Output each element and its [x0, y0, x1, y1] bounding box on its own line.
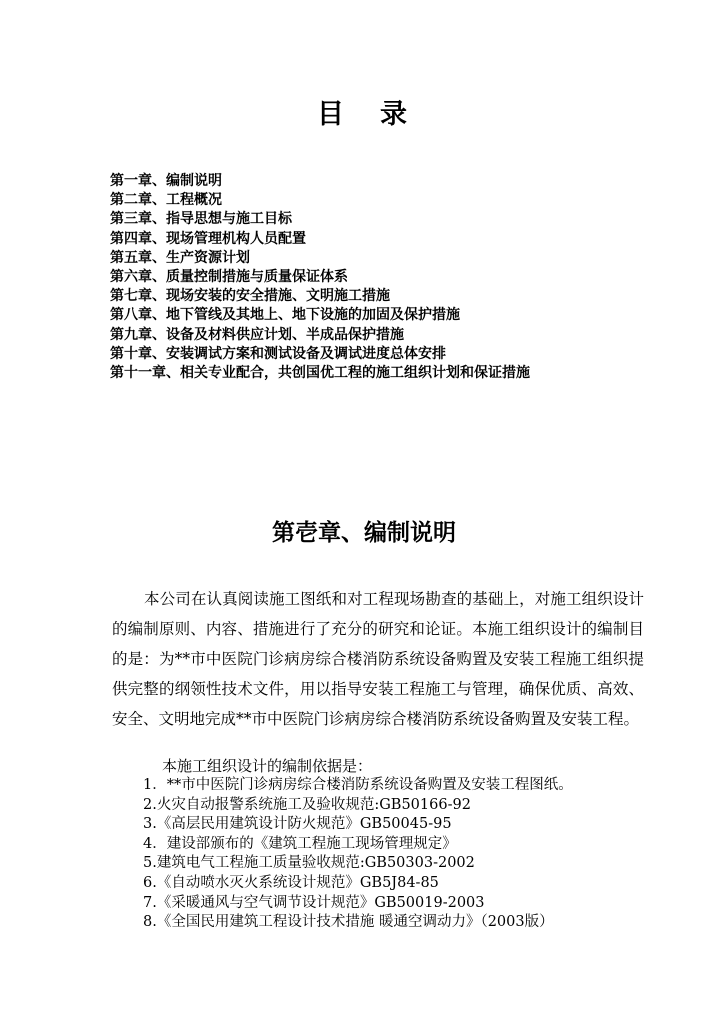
toc-item-chapter-10: 第十章、安装调试方案和测试设备及调试进度总体安排	[110, 345, 446, 362]
basis-item-2: 2.火灾自动报警系统施工及验收规范:GB50166-92	[143, 796, 471, 813]
toc-title	[0, 95, 724, 135]
toc-list	[110, 172, 530, 383]
toc-item-chapter-8: 第八章、地下管线及其地上、地下设施的加固及保护措施	[110, 307, 460, 324]
toc-item-chapter-1: 第一章、编制说明	[110, 173, 222, 189]
basis-item-7: 7.《采暖通风与空气调节设计规范》GB50019-2003	[143, 894, 485, 911]
basis-intro: 本施工组织设计的编制依据是：	[162, 757, 373, 775]
toc-item-chapter-6: 第六章、质量控制措施与质量保证体系	[110, 269, 348, 286]
basis-item-1: 1．**市中医院门诊病房综合楼消防系统设备购置及安装工程图纸。	[143, 777, 573, 793]
chapter-1-title: 第壱章、编制说明	[272, 520, 456, 546]
toc-item-chapter-4: 第四章、现场管理机构人员配置	[110, 230, 306, 247]
basis-item-6: 6.《自动喷水灭火系统设计规范》GB5J84-85	[143, 874, 439, 891]
toc-title-part2: 录	[380, 99, 407, 130]
basis-item-5: 5.建筑电气工程施工质量验收规范:GB50303-2002	[143, 855, 475, 872]
basis-list	[143, 776, 573, 933]
toc-title-part1: 目	[317, 99, 344, 130]
basis-item-4: 4．建设部颁布的《建筑工程施工现场管理规定》	[143, 835, 457, 852]
toc-item-chapter-7: 第七章、现场安装的安全措施、文明施工措施	[110, 288, 390, 305]
toc-item-chapter-5: 第五章、生产资源计划	[110, 249, 250, 266]
toc-item-chapter-2: 第二章、工程概况	[110, 192, 222, 209]
toc-item-chapter-11: 第十一章、相关专业配合，共创国优工程的施工组织计划和保证措施	[110, 365, 530, 382]
chapter-1-paragraph: 本公司在认真阅读施工图纸和对工程现场勘查的基础上，对施工组织设计的编制原则、内容、措施进行了充分的研究和论证。本施工组织设计的编制目的是：为**市中医院门诊病房综合楼消防系统设备购置及安装工程施工组织提供完整的纲领性技术文件，用以指导安装工程施工与管理，确保优质、高效、安全、文明地完成**市中医院门诊病房综合楼消防系统设备购置及安装工程。	[112, 590, 644, 728]
toc-item-chapter-3: 第三章、指导思想与施工目标	[110, 211, 292, 228]
toc-item-chapter-9: 第九章、设备及材料供应计划、半成品保护措施	[110, 326, 404, 343]
basis-item-3: 3.《高层民用建筑设计防火规范》GB50045-95	[143, 816, 452, 833]
basis-item-8: 8.《全国民用建筑工程设计技术措施 暖通空调动力》（2003版）	[143, 914, 554, 931]
